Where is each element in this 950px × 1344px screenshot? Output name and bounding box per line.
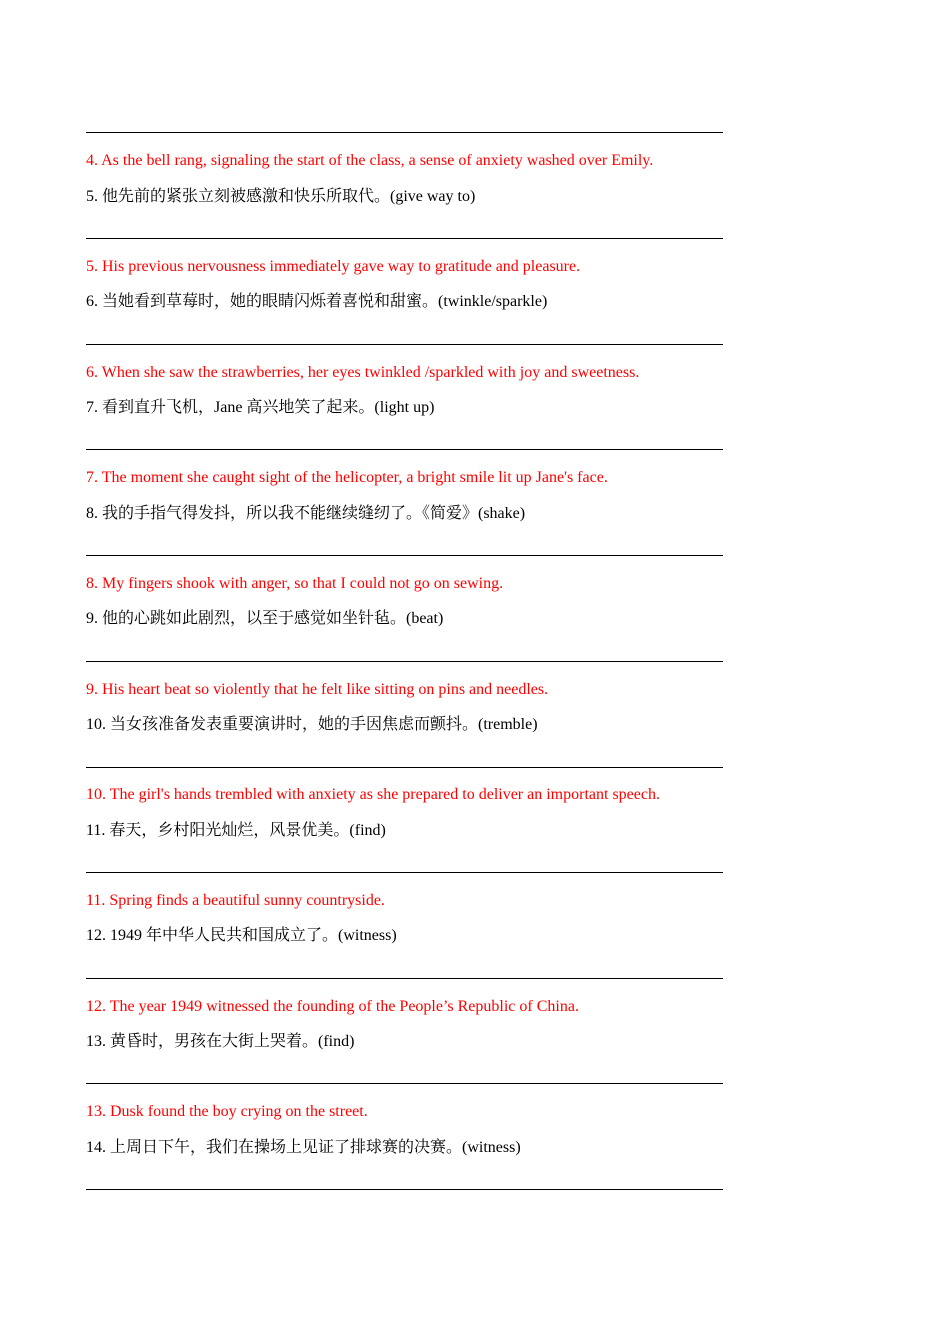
question-13: 13. 黄昏时，男孩在大街上哭着。(find) [86, 1033, 355, 1050]
answer-6: 6. When she saw the strawberries, her eyes twinkled /sparkled with joy and sweetness. [86, 364, 640, 381]
answer-9: 9. His heart beat so violently that he felt like sitting on pins and needles. [86, 681, 549, 698]
answer-8: 8. My fingers shook with anger, so that I could not go on sewing. [86, 575, 504, 592]
answer-blank-line [86, 132, 723, 133]
question-12: 12. 1949 年中华人民共和国成立了。(witness) [86, 927, 397, 944]
answer-5: 5. His previous nervousness immediately gave way to gratitude and pleasure. [86, 258, 581, 275]
question-7: 7. 看到直升飞机，Jane 高兴地笑了起来。(light up) [86, 399, 435, 416]
answer-blank-line [86, 449, 723, 450]
answer-4: 4. As the bell rang, signaling the start of the class, a sense of anxiety washed over Emily. [86, 152, 654, 169]
question-9: 9. 他的心跳如此剧烈，以至于感觉如坐针毡。(beat) [86, 610, 444, 627]
question-10: 10. 当女孩准备发表重要演讲时，她的手因焦虑而颤抖。(tremble) [86, 716, 538, 733]
answer-blank-line [86, 238, 723, 239]
answer-10: 10. The girl's hands trembled with anxiety as she prepared to deliver an important speech. [86, 786, 660, 803]
answer-blank-line [86, 1083, 723, 1084]
question-5: 5. 他先前的紧张立刻被感激和快乐所取代。(give way to) [86, 188, 476, 205]
answer-blank-line [86, 1189, 723, 1190]
answer-12: 12. The year 1949 witnessed the founding of the People’s Republic of China. [86, 998, 579, 1015]
answer-blank-line [86, 344, 723, 345]
answer-11: 11. Spring finds a beautiful sunny countryside. [86, 892, 385, 909]
question-11: 11. 春天，乡村阳光灿烂，风景优美。(find) [86, 822, 386, 839]
answer-13: 13. Dusk found the boy crying on the street. [86, 1103, 368, 1120]
answer-7: 7. The moment she caught sight of the helicopter, a bright smile lit up Jane's face. [86, 469, 608, 486]
question-14: 14. 上周日下午，我们在操场上见证了排球赛的决赛。(witness) [86, 1139, 521, 1156]
answer-blank-line [86, 767, 723, 768]
question-8: 8. 我的手指气得发抖，所以我不能继续缝纫了。《简爱》(shake) [86, 505, 526, 522]
answer-blank-line [86, 872, 723, 873]
answer-blank-line [86, 555, 723, 556]
answer-blank-line [86, 661, 723, 662]
answer-blank-line [86, 978, 723, 979]
question-6: 6. 当她看到草莓时，她的眼睛闪烁着喜悦和甜蜜。(twinkle/sparkle) [86, 293, 548, 310]
